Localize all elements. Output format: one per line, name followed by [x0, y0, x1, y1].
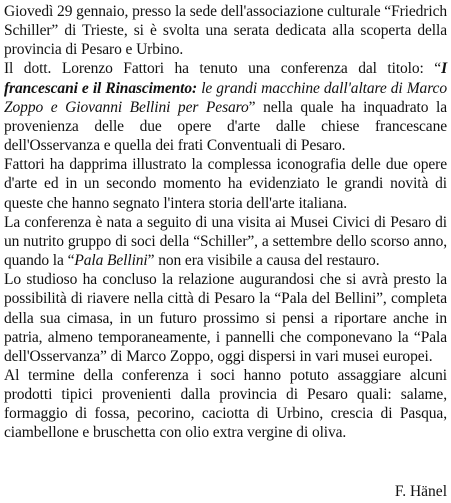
paragraph-intro: Giovedì 29 gennaio, presso la sede dell'associazione culturale “Friedrich Schiller” di Trieste, si è svolta una serata dedicata alla scoperta della provincia di Pesaro e Urbino. — [4, 3, 447, 59]
conference-title-bold: I francescani e il Rinascimento: — [4, 60, 447, 97]
paragraph-tasting: Al termine della conferenza i soci hanno potuto assaggiare alcuni prodotti tipici provenienti dalla provincia di Pesaro quali: salame, formaggio di fossa, pecorino, caciotta di Urbino, crescia di Pasqua, ciambellone e bruschetta con olio extra vergine di oliva. — [4, 366, 447, 442]
pala-bellini-title: Pala Bellini — [74, 252, 148, 270]
conference-intro-text: Il dott. Lorenzo Fattori ha tenuto una conferenza dal titolo: “ — [4, 60, 442, 78]
conference-description-text: ” nella quale ha inquadrato la provenienza delle due opere d'arte dalle chiese francescane dell'Osservanza e quella dei frati Conventuali di Pesaro. — [4, 98, 447, 155]
conference-title-italic: le grandi macchine dall'altare di Marco Zoppo e Giovanni Bellini per Pesaro — [4, 79, 447, 116]
visit-intro-text: La conferenza è nata a seguito di una visita ai Musei Civici di Pesaro di un nutrito gruppo di soci della “Schiller”, a settembre dello scorso anno, quando la “ — [4, 213, 447, 270]
paragraph-visit — [4, 213, 447, 270]
paragraph-iconography: Fattori ha dapprima illustrato la complessa iconografia delle due opere d'arte ed in un secondo momento ha evidenziato le grandi novità di queste che hanno segnato l'intera storia dell'arte italiana. — [4, 156, 447, 212]
paragraph-conference — [4, 59, 447, 155]
author-signature: F. Hänel — [394, 483, 447, 500]
visit-closing-text: ” non era visibile a causa del restauro. — [147, 252, 380, 270]
paragraph-conclusion: Lo studioso ha concluso la relazione augurandosi che si avrà presto la possibilità di riavere nella città di Pesaro la “Pala del Bellini”, completa della sua cimasa, in un futuro prossimo si pensi a riportare anche in patria, almeno temporaneamente, i pannelli che componevano la “Pala dell'Osservanza” di Marco Zoppo, oggi dispersi in vari musei europei. — [4, 271, 447, 365]
article-body — [4, 2, 447, 443]
